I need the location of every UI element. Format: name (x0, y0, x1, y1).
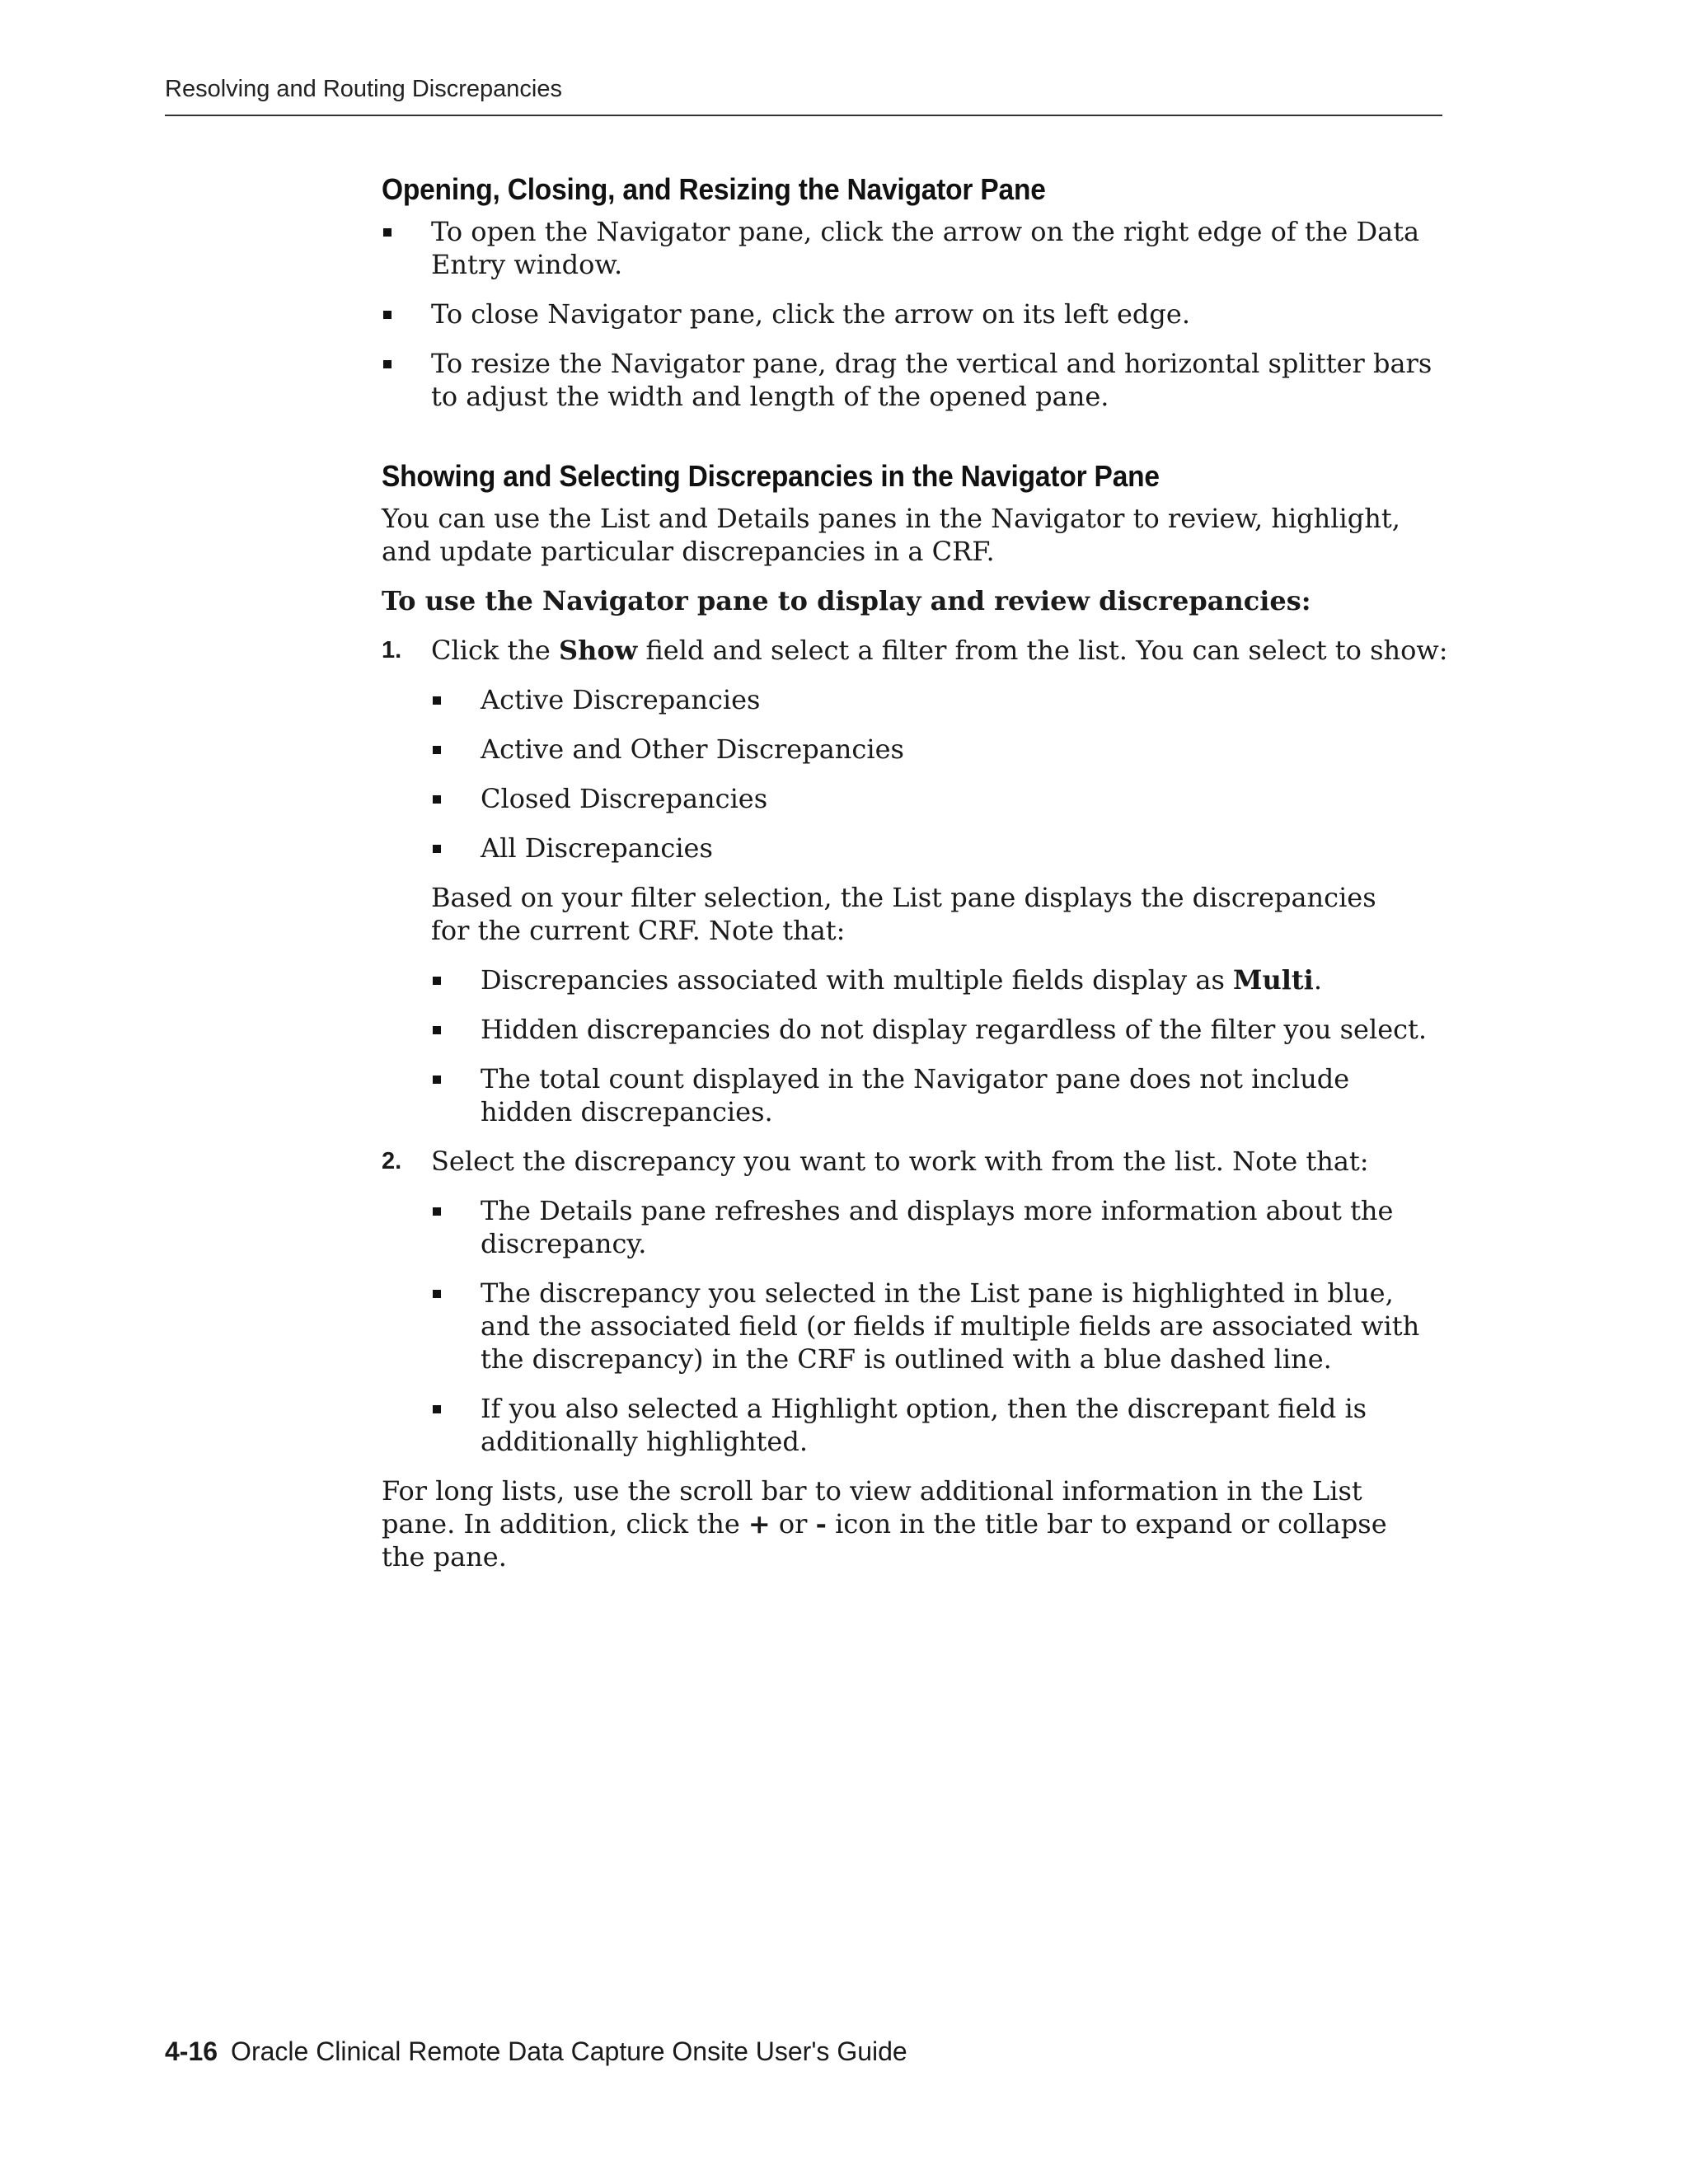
bullet-square-icon (433, 1026, 441, 1034)
step-note: Based on your filter selection, the List pane displays the discrepancies for the current CRF. Note that: (431, 882, 1376, 946)
step-2-bullets (431, 1194, 1453, 1458)
bullet-square-icon (433, 1076, 441, 1084)
step-text (431, 634, 1453, 667)
filter-options-list (431, 683, 1453, 865)
closing-text: For long lists, use the scroll bar to view additional information in the List pane. In addition, click the (382, 1475, 1362, 1540)
closing-text: icon in the title bar to expand or collapse the pane. (382, 1508, 1387, 1572)
bullet-square-icon (433, 746, 441, 754)
bullet-text: If you also selected a Highlight option, then the discrepant field is additionally highlighted. (481, 1393, 1367, 1457)
minus-icon-label: - (815, 1508, 827, 1540)
running-header: Resolving and Routing Discrepancies (165, 76, 562, 102)
list-item (431, 1013, 1449, 1046)
book-title: Oracle Clinical Remote Data Capture Onsite User's Guide (231, 2036, 907, 2066)
list-item (431, 832, 1449, 865)
navigator-pane-bullets (382, 215, 1453, 413)
note-bullets (431, 963, 1453, 1128)
page-number: 4-16 (165, 2036, 218, 2066)
section-heading-showing-discrepancies: Showing and Selecting Discrepancies in the Navigator Pane (382, 459, 1160, 493)
filter-option: Closed Discrepancies (481, 783, 768, 814)
list-item (431, 1194, 1449, 1260)
show-field-label: Show (559, 635, 638, 666)
list-item (382, 215, 1445, 281)
bullet-text: . (1313, 964, 1322, 996)
list-item (382, 347, 1445, 413)
header-rule (165, 115, 1442, 116)
step-number: 1. (382, 637, 402, 663)
section-intro: You can use the List and Details panes in the Navigator to review, highlight, and update particular discrepancies in a CRF. (382, 503, 1400, 567)
bullet-text: To resize the Navigator pane, drag the vertical and horizontal splitter bars to adjust the width and length of the opened pane. (431, 348, 1432, 412)
bullet-square-icon (383, 311, 392, 319)
filter-option: Active Discrepancies (481, 684, 761, 715)
list-item (431, 1277, 1449, 1376)
procedure-title: To use the Navigator pane to display and review discrepancies: (382, 585, 1311, 616)
procedure-steps (382, 634, 1453, 1458)
list-item (431, 733, 1449, 766)
list-item (431, 1392, 1449, 1458)
multi-label: Multi (1233, 964, 1314, 996)
bullet-square-icon (383, 228, 392, 237)
filter-option: Active and Other Discrepancies (481, 733, 904, 765)
closing-text: or (770, 1508, 816, 1540)
bullet-square-icon (433, 795, 441, 804)
bullet-text: The total count displayed in the Navigator pane does not include hidden discrepancies. (481, 1063, 1350, 1127)
bullet-square-icon (383, 360, 392, 368)
bullet-text: The Details pane refreshes and displays more information about the discrepancy. (481, 1195, 1394, 1259)
bullet-text: To close Navigator pane, click the arrow on its left edge. (431, 298, 1190, 330)
bullet-square-icon (433, 1290, 441, 1298)
step-1 (382, 634, 1453, 1128)
list-item (431, 782, 1449, 815)
bullet-square-icon (433, 1207, 441, 1216)
page-content (382, 172, 1453, 1590)
page-footer (165, 2036, 907, 2067)
list-item (431, 683, 1449, 716)
step-text-part: Click the (431, 635, 560, 666)
bullet-text: Hidden discrepancies do not display regardless of the filter you select. (481, 1014, 1428, 1045)
bullet-square-icon (433, 1405, 441, 1413)
plus-icon-label: + (748, 1508, 771, 1540)
bullet-text: The discrepancy you selected in the List pane is highlighted in blue, and the associated field (or fields if multiple fields are associated with the discrepancy) in the CRF is outlined with a blue dashed line. (481, 1277, 1420, 1375)
bullet-text: Discrepancies associated with multiple fields display as (481, 964, 1234, 996)
bullet-text: To open the Navigator pane, click the arrow on the right edge of the Data Entry window. (431, 216, 1420, 280)
closing-paragraph (382, 1474, 1420, 1573)
section-heading-navigator-pane: Opening, Closing, and Resizing the Navigator Pane (382, 172, 1046, 206)
step-text-part: field and select a filter from the list. You can select to show: (637, 635, 1448, 666)
bullet-square-icon (433, 845, 441, 853)
step-number: 2. (382, 1148, 402, 1174)
list-item (431, 1062, 1449, 1128)
bullet-square-icon (433, 696, 441, 705)
step-text: Select the discrepancy you want to work with from the list. Note that: (431, 1146, 1369, 1177)
bullet-square-icon (433, 977, 441, 985)
step-2 (382, 1145, 1453, 1458)
list-item (382, 298, 1445, 330)
filter-option: All Discrepancies (481, 832, 713, 864)
list-item (431, 963, 1449, 996)
